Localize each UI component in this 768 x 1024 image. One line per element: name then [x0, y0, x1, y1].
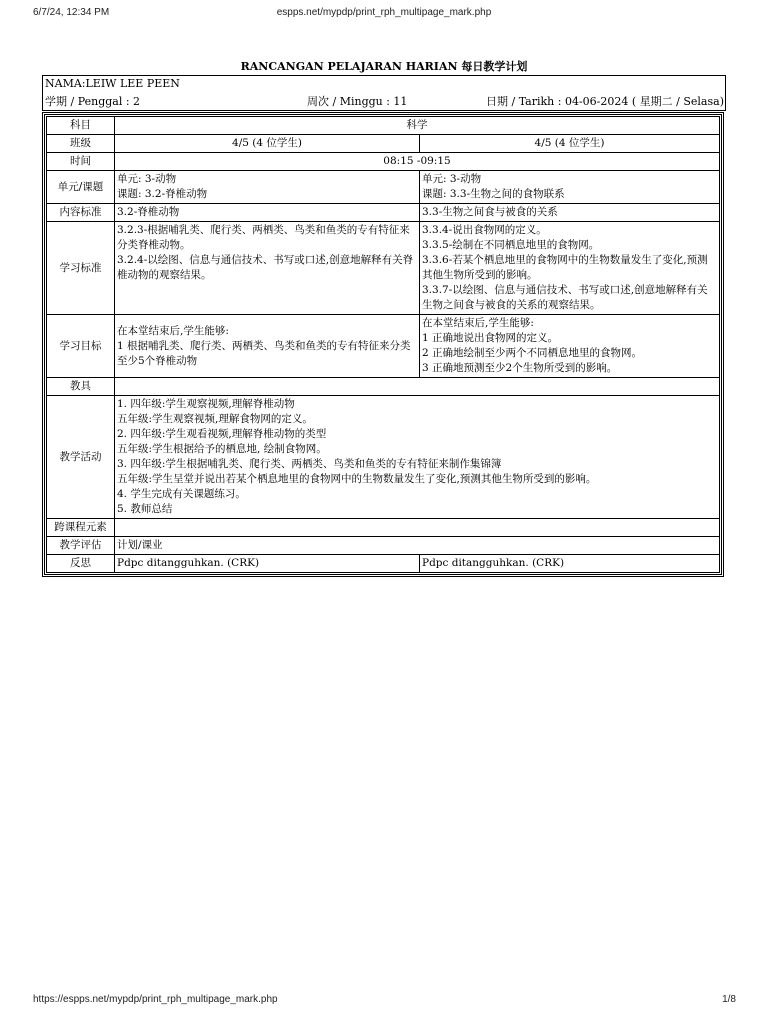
row-label: 跨课程元素: [47, 519, 115, 537]
table-row: [47, 222, 720, 315]
table-row: [47, 171, 720, 204]
learning-standard-left: 3.2.3-根据哺乳类、爬行类、两栖类、鸟类和鱼类的专有特征来分类脊椎动物。 3.2.4-以绘图、信息与通信技术、书写或口述,创意地解释有关脊椎动物的观察结果。: [115, 222, 420, 315]
row-label: 反思: [47, 555, 115, 573]
footer-url: https://espps.net/mypdp/print_rph_multipage_mark.php: [33, 994, 278, 1005]
row-label: 单元/课题: [47, 171, 115, 204]
teacher-info-box: [42, 75, 726, 111]
table-row: [47, 555, 720, 573]
unit-left: 单元: 3-动物 课题: 3.2-脊椎动物: [115, 171, 420, 204]
reflection-left: Pdpc ditangguhkan. (CRK): [115, 555, 420, 573]
materials-value: [115, 378, 720, 396]
row-label: 时间: [47, 153, 115, 171]
table-row: [47, 204, 720, 222]
content-standard-right: 3.3-生物之间食与被食的关系: [420, 204, 720, 222]
table-row: [47, 378, 720, 396]
print-footer: [0, 994, 768, 1008]
activities-value: 1. 四年级:学生观察视频,理解脊椎动物 五年级:学生观察视频,理解食物网的定义。 2. 四年级:学生观看视频,理解脊椎动物的类型 五年级:学生根据给予的栖息地, 绘制食物网。 3. 四年级:学生根据哺乳类、爬行类、两栖类、鸟类和鱼类的专有特征来制作集锦簿 五年级:学生呈堂并说出若某个栖息地里的食物网中的生物数量发生了变化,预测其他生物所受到的影响。 4. 学生完成有关课题练习。 5. 教师总结: [115, 396, 720, 519]
row-label: 教学评估: [47, 537, 115, 555]
row-label: 内容标准: [47, 204, 115, 222]
table-row: [47, 153, 720, 171]
row-label: 学习标准: [47, 222, 115, 315]
class-left: 4/5 (4 位学生): [115, 135, 420, 153]
row-label: 教具: [47, 378, 115, 396]
page-title: RANCANGAN PELAJARAN HARIAN 每日教学计划: [240, 60, 528, 73]
learning-standard-right: 3.3.4-说出食物网的定义。 3.3.5-绘制在不同栖息地里的食物网。 3.3.6-若某个栖息地里的食物网中的生物数量发生了变化,预测其他生物所受到的影响。 3.3.7-以绘图、信息与通信技术、书写或口述,创意地解释有关生物之间食与被食的关系的观察结果。: [420, 222, 720, 315]
subject-value: 科学: [115, 117, 720, 135]
table-row: [47, 519, 720, 537]
learning-objective-right: 在本堂结束后,学生能够: 1 正确地说出食物网的定义。 2 正确地绘制至少两个不同栖息地里的食物网。 3 正确地预测至少2个生物所受到的影响。: [420, 315, 720, 378]
teacher-name: NAMA:LEIW LEE PEEN: [45, 77, 180, 90]
table-row: [47, 315, 720, 378]
term: 学期 / Penggal : 2: [45, 95, 141, 108]
date: 日期 / Tarikh : 04-06-2024 ( 星期二 / Selasa): [486, 95, 724, 108]
print-url: espps.net/mypdp/print_rph_multipage_mark.php: [276, 7, 492, 18]
table-row: [47, 396, 720, 519]
reflection-right: Pdpc ditangguhkan. (CRK): [420, 555, 720, 573]
row-label: 教学活动: [47, 396, 115, 519]
lesson-plan-table: [42, 112, 724, 577]
row-label: 班级: [47, 135, 115, 153]
row-label: 科目: [47, 117, 115, 135]
cross-curricular-value: [115, 519, 720, 537]
unit-right: 单元: 3-动物 课题: 3.3-生物之间的食物联系: [420, 171, 720, 204]
assessment-value: 计划/课业: [115, 537, 720, 555]
week: 周次 / Minggu : 11: [307, 95, 408, 108]
print-datetime: 6/7/24, 12:34 PM: [33, 7, 110, 18]
page-number: 1/8: [722, 994, 736, 1005]
class-right: 4/5 (4 位学生): [420, 135, 720, 153]
learning-objective-left: 在本堂结束后,学生能够: 1 根据哺乳类、爬行类、两栖类、鸟类和鱼类的专有特征来分类至少5个脊椎动物: [115, 315, 420, 378]
table-row: [47, 135, 720, 153]
row-label: 学习目标: [47, 315, 115, 378]
print-header: [0, 7, 768, 21]
content-standard-left: 3.2-脊椎动物: [115, 204, 420, 222]
table-row: [47, 117, 720, 135]
time-value: 08:15 -09:15: [115, 153, 720, 171]
table-row: [47, 537, 720, 555]
